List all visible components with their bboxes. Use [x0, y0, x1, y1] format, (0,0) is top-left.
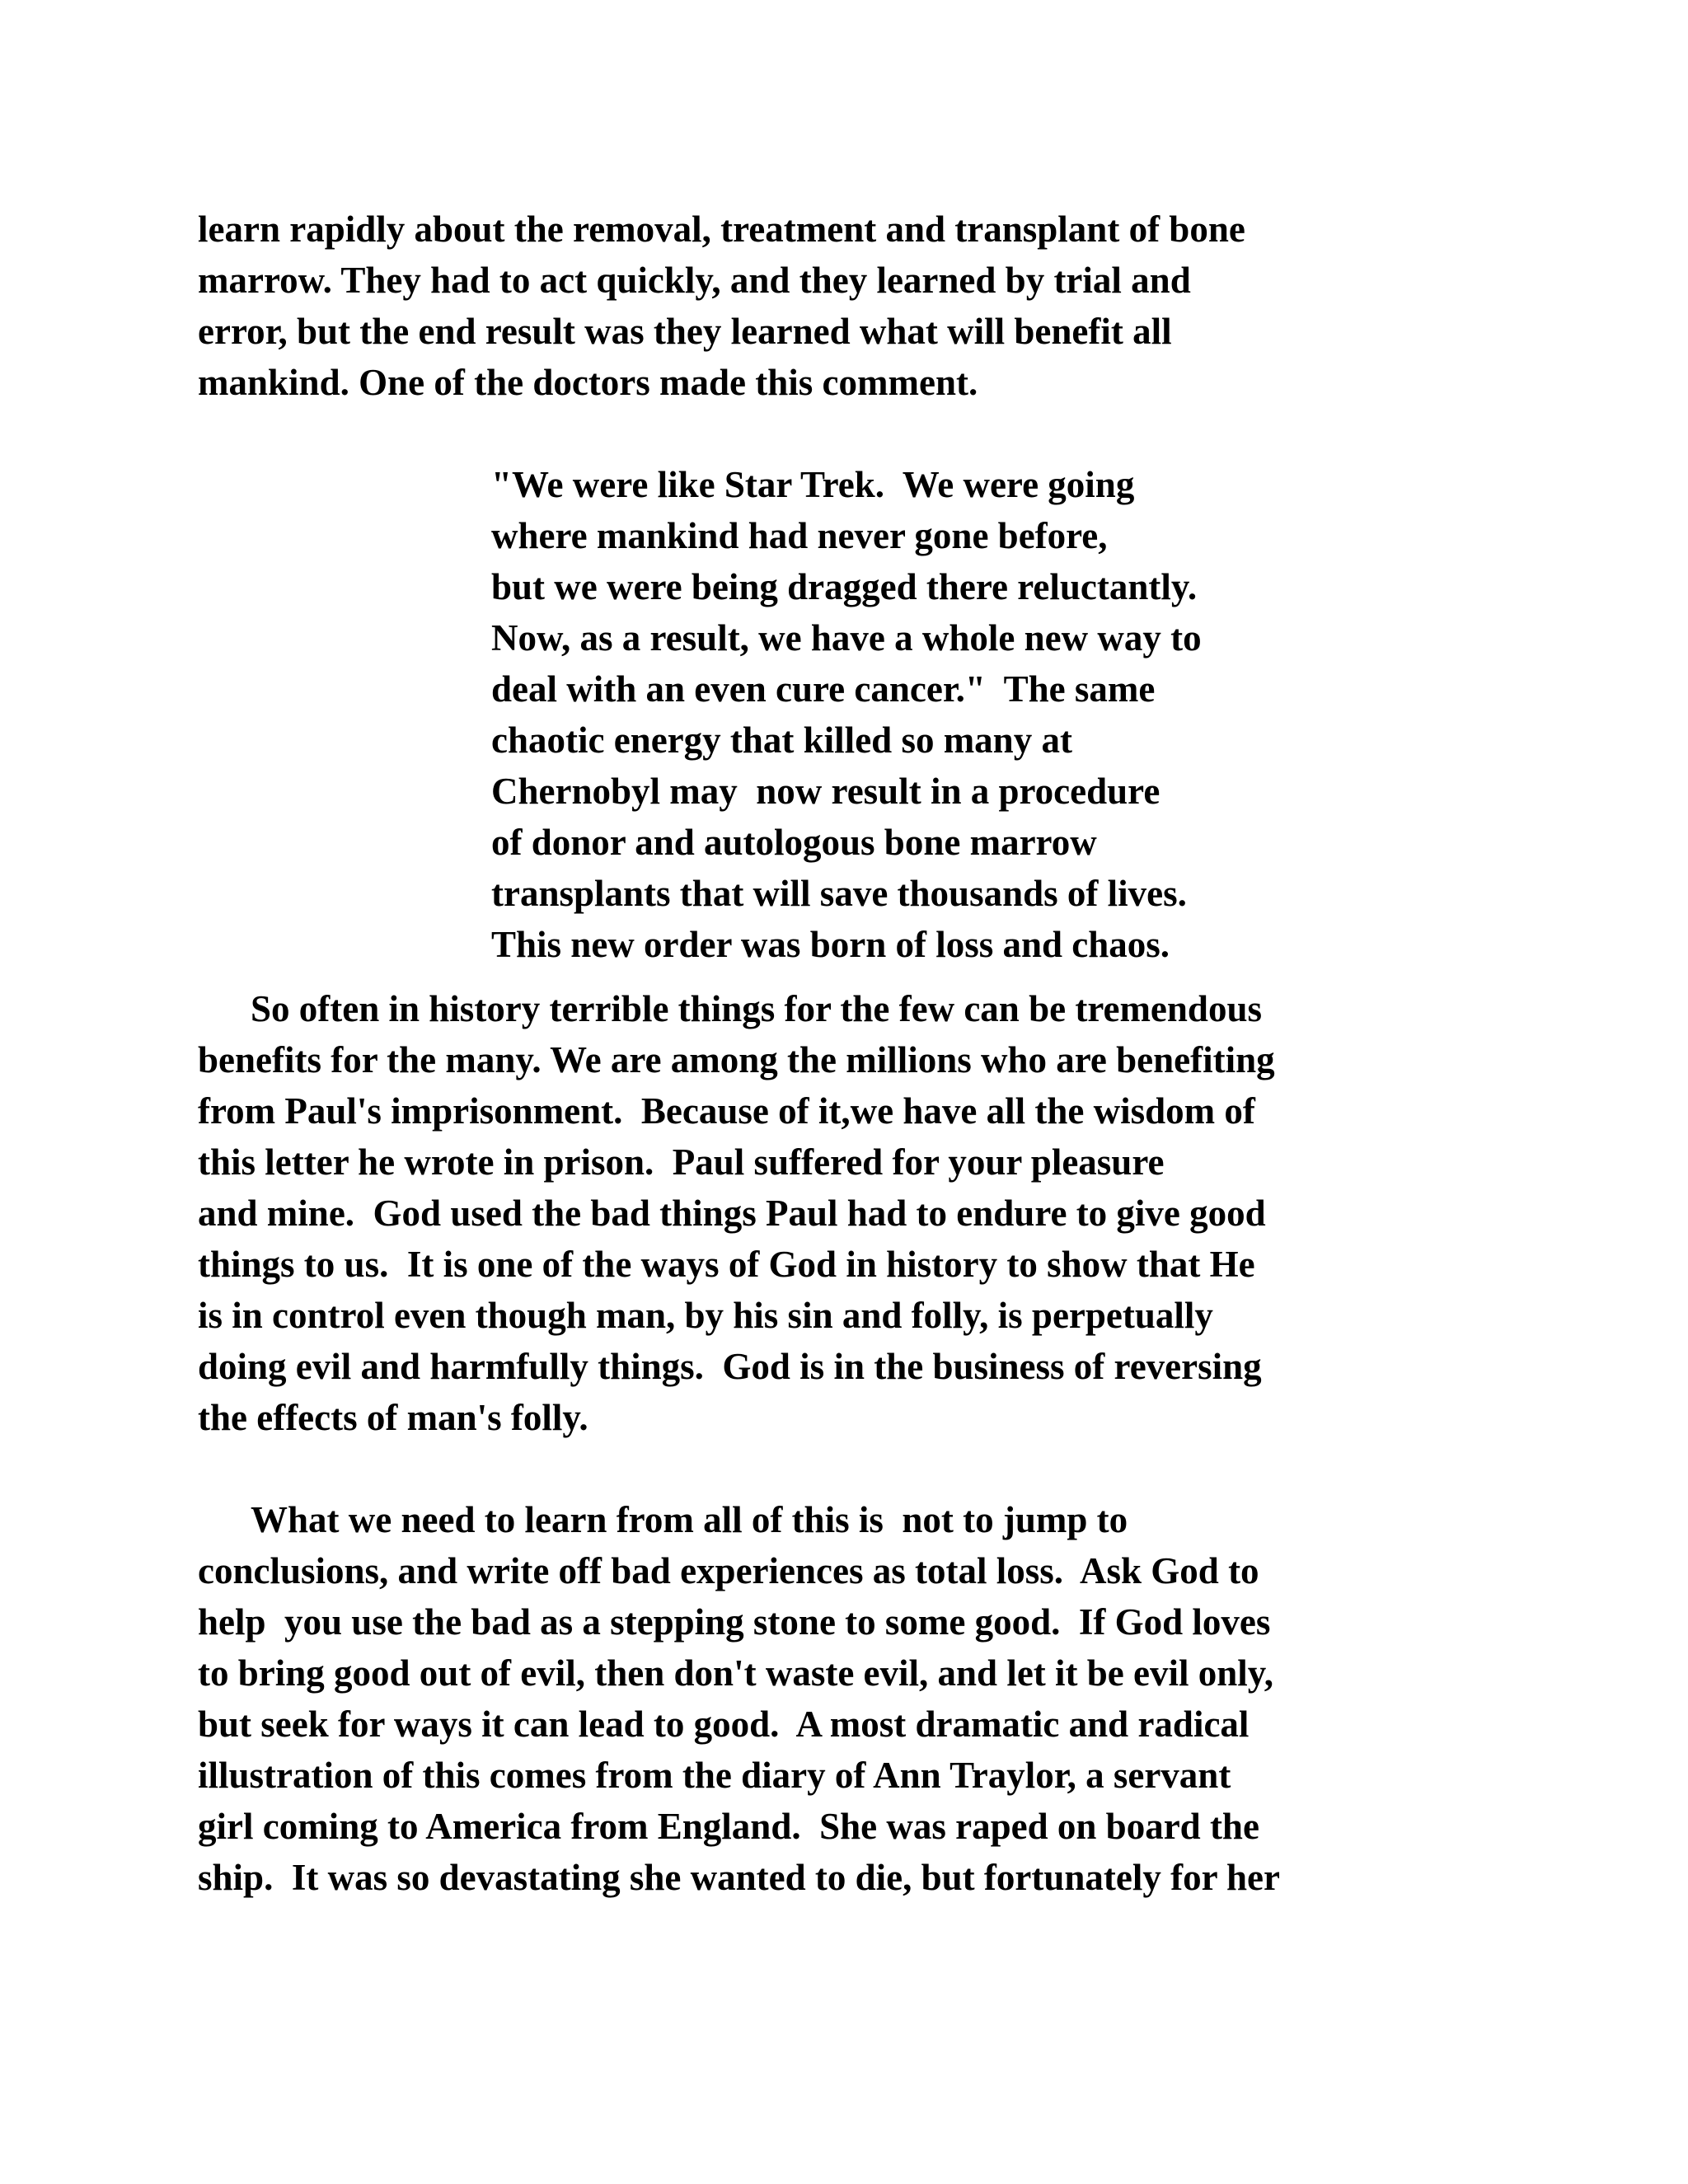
paragraph-line: but seek for ways it can lead to good. A most dramatic and radical — [198, 1704, 1250, 1745]
intro-line: learn rapidly about the removal, treatment and transplant of bone — [198, 209, 1245, 250]
intro-line: mankind. One of the doctors made this comment. — [198, 362, 978, 403]
quote-line: where mankind had never gone before, — [491, 515, 1108, 556]
intro-line: marrow. They had to act quickly, and they learned by trial and — [198, 260, 1191, 301]
paragraph-line: and mine. God used the bad things Paul had to endure to give good — [198, 1193, 1266, 1234]
quote-line: but we were being dragged there reluctantly. — [491, 566, 1198, 607]
quote-line: "We were like Star Trek. We were going — [491, 464, 1135, 505]
paragraph-line: What we need to learn from all of this is not to jump to — [251, 1499, 1128, 1540]
quote-line: Now, as a result, we have a whole new way to — [491, 617, 1202, 658]
paragraph-line: things to us. It is one of the ways of God in history to show that He — [198, 1244, 1255, 1285]
quote-line: of donor and autologous bone marrow — [491, 822, 1097, 863]
paragraph-line: the effects of man's folly. — [198, 1397, 588, 1438]
paragraph-line: So often in history terrible things for the few can be tremendous — [251, 988, 1262, 1029]
quote-line: transplants that will save thousands of lives. — [491, 873, 1187, 914]
paragraph-line: doing evil and harmfully things. God is in the business of reversing — [198, 1346, 1262, 1387]
paragraph-line: benefits for the many. We are among the millions who are benefiting — [198, 1039, 1275, 1080]
paragraph-line: this letter he wrote in prison. Paul suffered for your pleasure — [198, 1141, 1165, 1183]
paragraph-line: is in control even though man, by his sin and folly, is perpetually — [198, 1295, 1213, 1336]
intro-line: error, but the end result was they learned what will benefit all — [198, 311, 1172, 352]
quote-line: deal with an even cure cancer." The same — [491, 668, 1156, 710]
paragraph-line: to bring good out of evil, then don't waste evil, and let it be evil only, — [198, 1652, 1274, 1694]
paragraph-line: ship. It was so devastating she wanted to die, but fortunately for her — [198, 1857, 1280, 1898]
quote-line: Chernobyl may now result in a procedure — [491, 771, 1160, 812]
paragraph-line: illustration of this comes from the diary of Ann Traylor, a servant — [198, 1755, 1231, 1796]
quote-line: chaotic energy that killed so many at — [491, 719, 1072, 761]
paragraph-line: conclusions, and write off bad experiences as total loss. Ask God to — [198, 1550, 1259, 1591]
paragraph-line: girl coming to America from England. She was raped on board the — [198, 1806, 1259, 1847]
paragraph-line: help you use the bad as a stepping stone to some good. If God loves — [198, 1601, 1271, 1643]
quote-line: This new order was born of loss and chaos. — [491, 924, 1170, 965]
paragraph-line: from Paul's imprisonment. Because of it,we have all the wisdom of — [198, 1090, 1255, 1132]
